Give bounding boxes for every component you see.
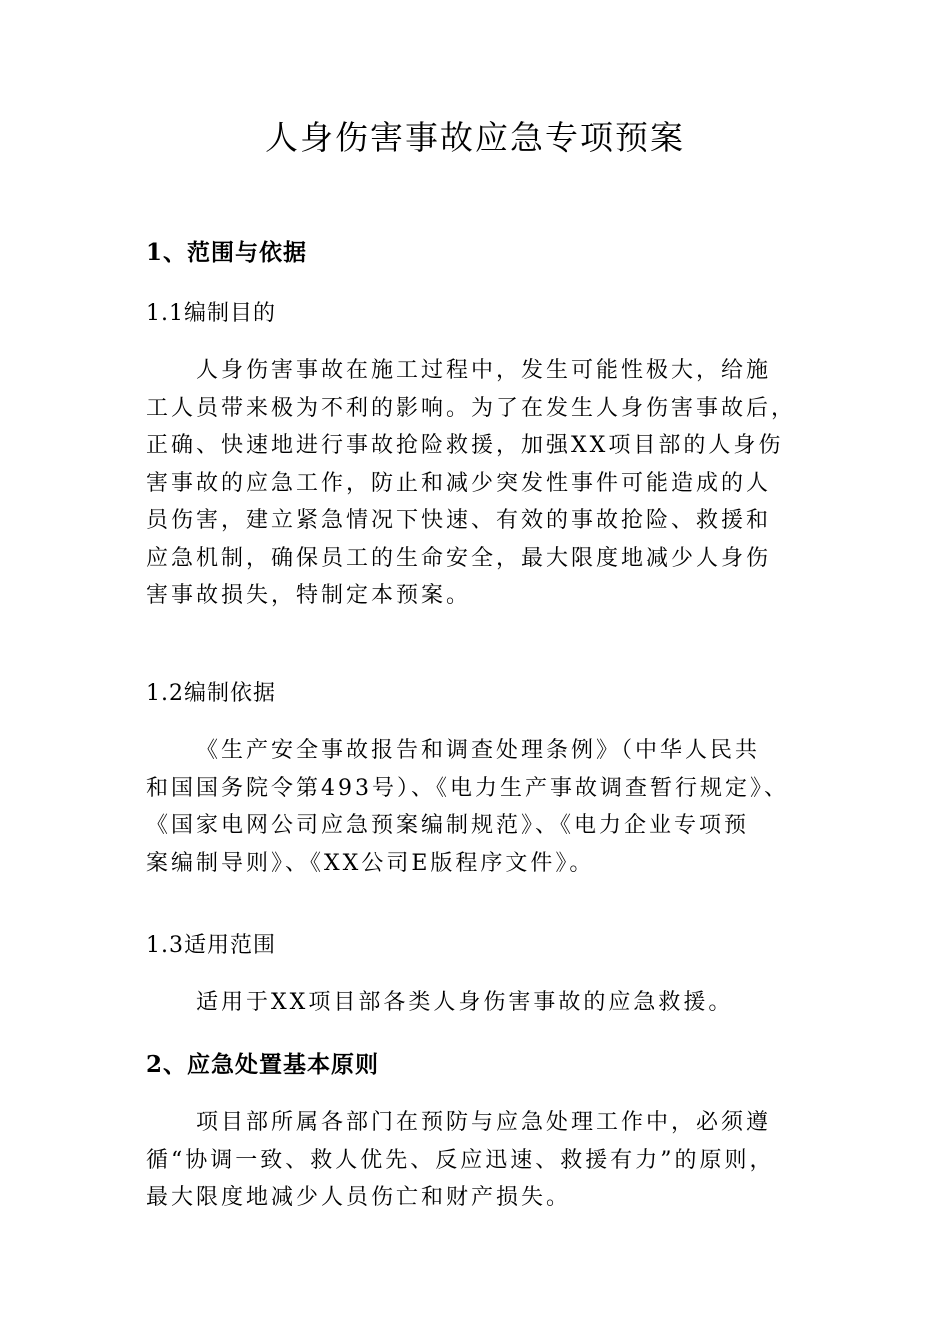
section-1-1-paragraph xyxy=(146,352,806,615)
paragraph-line: 应急机制，确保员工的生命安全，最大限度地减少人身伤 xyxy=(146,545,772,571)
section-1-heading: 1、范围与依据 xyxy=(146,239,308,266)
paragraph-line: 案编制导则》、《XX公司E版程序文件》。 xyxy=(146,850,595,876)
paragraph-line: 适用于XX项目部各类人身伤害事故的应急救援。 xyxy=(196,990,734,1015)
paragraph-line: 循“协调一致、救人优先、反应迅速、救援有力”的原则， xyxy=(146,1147,775,1173)
section-1-1-heading: 1.1编制目的 xyxy=(146,301,276,326)
paragraph-line: 人身伤害事故在施工过程中，发生可能性极大，给施 xyxy=(196,358,772,383)
paragraph-line: 《生产安全事故报告和调查处理条例》（中华人民共 xyxy=(196,738,761,763)
paragraph-line: 工人员带来极为不利的影响。为了在发生人身伤害事故后， xyxy=(146,395,797,421)
document-title: 人身伤害事故应急专项预案 xyxy=(265,118,685,157)
paragraph-line: 害事故损失，特制定本预案。 xyxy=(146,583,472,608)
section-1-3-paragraph xyxy=(146,984,806,1022)
paragraph-line: 害事故的应急工作，防止和减少突发性事件可能造成的人 xyxy=(146,470,772,496)
paragraph-line: 正确、快速地进行事故抢险救援，加强XX项目部的人身伤 xyxy=(146,433,784,458)
section-1-3-heading: 1.3适用范围 xyxy=(146,933,276,958)
section-2-heading: 2、应急处置基本原则 xyxy=(146,1051,380,1078)
section-2-paragraph xyxy=(146,1104,806,1217)
paragraph-line: 和国国务院令第493号）、《电力生产事故调查暂行规定》、 xyxy=(146,775,789,801)
section-1-2-paragraph xyxy=(146,732,806,882)
paragraph-line: 《国家电网公司应急预案编制规范》、《电力企业专项预 xyxy=(146,813,750,838)
paragraph-line: 员伤害，建立紧急情况下快速、有效的事故抢险、救援和 xyxy=(146,508,772,533)
paragraph-line: 最大限度地减少人员伤亡和财产损失。 xyxy=(146,1185,572,1210)
section-1-2-heading: 1.2编制依据 xyxy=(146,681,276,706)
paragraph-line: 项目部所属各部门在预防与应急处理工作中，必须遵 xyxy=(196,1110,772,1135)
